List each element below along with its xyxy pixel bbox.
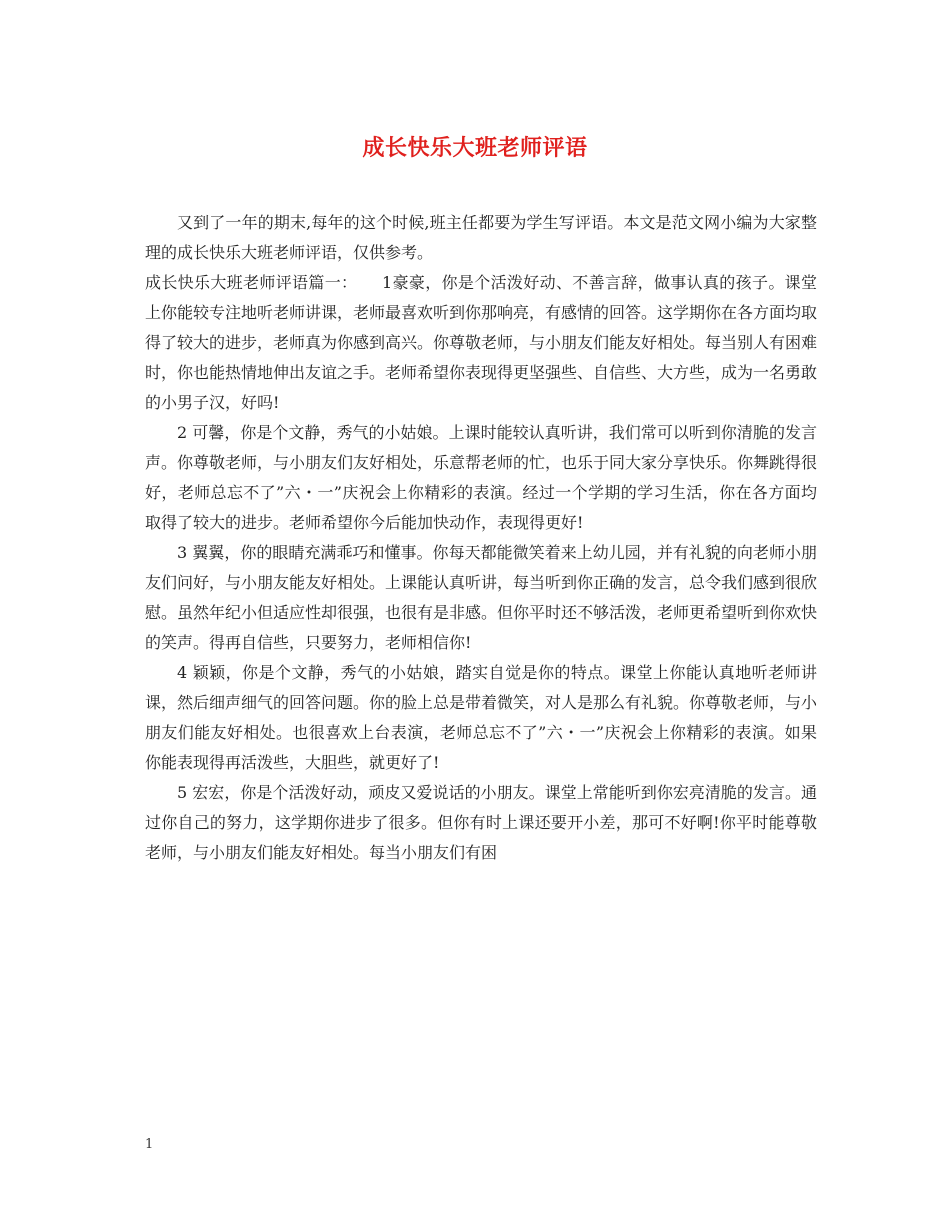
paragraph-comment-4: 4 颖颖，你是个文静，秀气的小姑娘，踏实自觉是你的特点。课堂上你能认真地听老师讲课，然后细声细气的回答问题。你的脸上总是带着微笑，对人是那么有礼貌。你尊敬老师，与小朋友们能友好相处。也很喜欢上台表演，老师总忘不了”六・一”庆祝会上你精彩的表演。如果你能表现得再活泼些，大胆些，就更好了!	[145, 663, 818, 772]
paragraph-comment-2: 2 可馨，你是个文静，秀气的小姑娘。上课时能较认真听讲，我们常可以听到你清脆的发言声。你尊敬老师，与小朋友们友好相处，乐意帮老师的忙，也乐于同大家分享快乐。你舞跳得很好，老师总忘不了”六・一”庆祝会上你精彩的表演。经过一个学期的学习生活，你在各方面均取得了较大的进步。老师希望你今后能加快动作，表现得更好!	[145, 423, 818, 532]
paragraph-comment-5: 5 宏宏，你是个活泼好动，顽皮又爱说话的小朋友。课堂上常能听到你宏亮清脆的发言。通过你自己的努力，这学期你进步了很多。但你有时上课还要开小差，那可不好啊!你平时能尊敬老师，与小朋友们能友好相处。每当小朋友们有困	[145, 783, 817, 862]
page-number: 1	[145, 1137, 154, 1152]
paragraph-intro: 又到了一年的期末,每年的这个时候,班主任都要为学生写评语。本文是范文网小编为大家整理的成长快乐大班老师评语，仅供参考。	[145, 213, 817, 262]
paragraph-comment-3: 3 翼翼，你的眼睛充满乖巧和懂事。你每天都能微笑着来上幼儿园，并有礼貌的向老师小朋友们问好，与小朋友能友好相处。上课能认真听讲，每当听到你正确的发言，总令我们感到很欣慰。虽然年纪小但适应性却很强，也很有是非感。但你平时还不够活泼，老师更希望听到你欢快的笑声。得再自信些，只要努力，老师相信你!	[145, 543, 818, 652]
paragraph-comment-1: 成长快乐大班老师评语篇一： 1豪豪，你是个活泼好动、不善言辞，做事认真的孩子。课堂上你能较专注地听老师讲课，老师最喜欢听到你那响亮，有感情的回答。这学期你在各方面均取得了较大的进步，老师真为你感到高兴。你尊敬老师，与小朋友们能友好相处。每当别人有困难时，你也能热情地伸出友谊之手。老师希望你表现得更坚强些、自信些、大方些，成为一名勇敢的小男子汉，好吗!	[145, 273, 818, 412]
document-title: 成长快乐大班老师评语	[362, 135, 588, 161]
document-body	[145, 208, 817, 868]
